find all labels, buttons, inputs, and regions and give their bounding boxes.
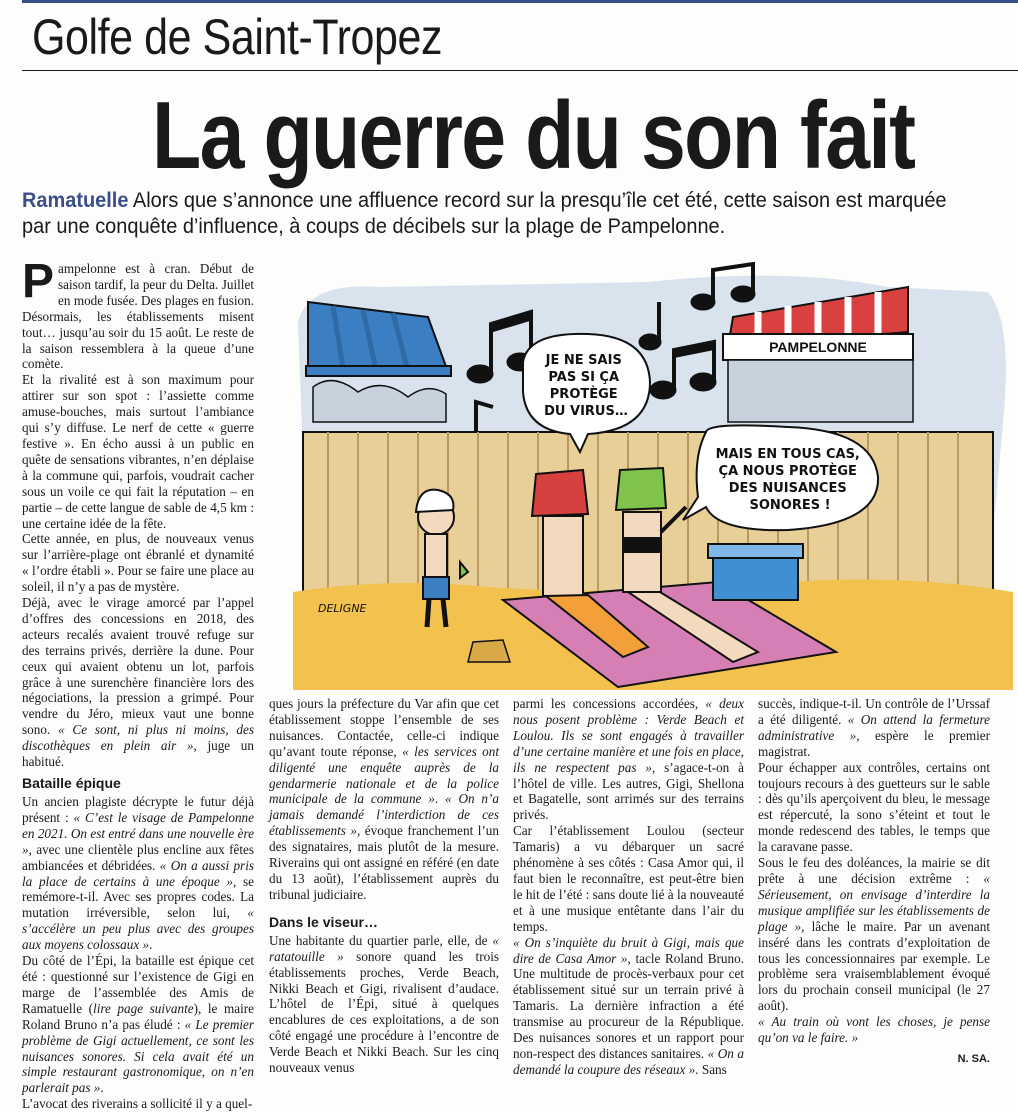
paragraph (22, 794, 254, 953)
quote: « ratatouille » (269, 932, 499, 964)
author-signature: N. SA. (957, 1052, 990, 1065)
quote: « Le premier problème de Gigi actuellement, ce sont les nuisances sonores. Si cela avait été un simple restaurant gastronomique, on n’en parlerait pas » (22, 1016, 254, 1096)
paragraph-text: , s’agace-t-on à l’hôtel de ville. Les autres, Gigi, Shellona et Bagatelle, sont arrimés sur des terrains privés. (513, 759, 744, 823)
quote: « On s’inquiète du bruit à Gigi, mais que dire de Casa Amor » (513, 934, 744, 966)
paragraph-text: Déjà, avec le virage amorcé par l’appel d’offres des concessions en 2018, des acteurs recalés avaient trouvé refuge sur des terrains privés, derrière la dune. Pour ceux qui avaient obtenu un lot, parfois grâce à une surenchère financière lors des négociations, la pression a grimpé. Pour vendre du Jéro, mieux vaut une bonne sono. (22, 595, 254, 738)
quote: « On attend la fermeture administrative » (758, 711, 990, 743)
paragraph: Pour échapper aux contrôles, certains ont toujours recours à des guetteurs sur le sable : dès qu’ils aperçoivent du bleu, le message est répercuté, la sono s’éteint et tout le monde redescend des tables, le temps que la caravane passe. (758, 759, 990, 855)
quote: « On n’a jamais demandé l’interdiction de ces établissements » (269, 791, 499, 839)
paragraph (758, 1014, 990, 1046)
speech-bubble-2 (683, 425, 878, 530)
paragraph-text: , se remémore-t-il. Avec ses propres codes. La mutation irréversible, selon lui, (22, 873, 254, 921)
dropcap: P (22, 255, 55, 308)
paragraph: L’avocat des riverains a sollicité il y a quel- (22, 1096, 253, 1112)
paragraph-text: , espère le premier magistrat. (758, 727, 990, 759)
paragraph (22, 595, 254, 770)
paragraph-text: . (434, 791, 445, 807)
headline: La guerre du son fait (152, 82, 915, 189)
paragraph-text: . (149, 937, 153, 953)
paragraph: Et la rivalité est à son maximum pour attirer sur son spot : l’assiette comme amuse-bouches, mais surtout l’ambiance qui s’y diffuse. Le nerf de cette « guerre festive ». En écho aussi à un public en quête de sensations vibrantes, n’en déplaise à la commune qui, parfois, voudrait cacher sous un voile ce qui fait la réputation – en partie – de cette langue de sable de 4,5 km : une certaine idée de la fête. (22, 372, 254, 531)
paragraph-text: , tacle Roland Bruno. Une multitude de procès-verbaux pour cet établissement situé sur un terrain privé à Tamaris. La dernière infraction a été transmise au procureur de la République. Des nuisances sonores et un rapport pour non-respect des distances sanitaires. (513, 950, 744, 1061)
paragraph (22, 953, 254, 1096)
bubble1-line1: JE NE SAIS (545, 353, 622, 368)
paragraph (513, 935, 744, 1078)
paragraph-text: , juge un habitué. (22, 738, 254, 770)
paragraph-text: Un ancien plagiste décrypte le futur déjà présent : (22, 794, 254, 825)
paragraph-text: ampelonne est à cran. Début de saison tardif, la peur du Delta. Juillet en mode fusée. Des plages en fusion. Désormais, les établissements misent tout… jusqu’au soir du 15 août. Le reste de la saison ressemblera à la queue d’une comète. (22, 261, 254, 372)
paragraph (269, 933, 499, 1076)
paragraph-text: ques jours la préfecture du Var afin que cet établissement stoppe l’ensemble de ses nuisances. Contactée, celle-ci indique qu’avant toute réponse, (269, 696, 499, 759)
paragraph-text: succès, indique-t-il. Un contrôle de l’Urssaf a été diligenté. (758, 696, 990, 727)
quote: « Ce sont, ni plus ni moins, des discothèques en plein air » (22, 722, 254, 754)
paragraph-text: . Sans (695, 1061, 727, 1077)
paragraph-text: sonore quand les trois établissements proches, Verde Beach, Nikki Beach et Gigi, rivalisent d’audace. L’hôtel de l’Épi, situé à quelques encablures de ces exploitations, a de son côté engagé une procédure à l’encontre de Verde Beach et Nikki Beach. Sur les cinq nouveaux venus (269, 948, 500, 1076)
subhead-bataille: Bataille épique (22, 775, 121, 791)
cooler (708, 544, 803, 600)
top-accent-bar (22, 0, 1018, 3)
paragraph: Cette année, en plus, de nouveaux venus sur l’arrière-plage ont ébranlé et dynamité « l’ordre établi ». Pour se faire une place au soleil, il n’y a pas de mystère. (22, 531, 254, 595)
sandcastle (468, 640, 510, 662)
bubble2-line4: SONORES ! (749, 498, 831, 513)
paragraph-text: ), le maire Roland Bruno n’a pas éludé : (22, 1000, 254, 1032)
paragraph (513, 696, 744, 823)
bubble2-line1: MAIS EN TOUS CAS, (715, 447, 860, 462)
bubble2-line3: DES NUISANCES (728, 481, 847, 496)
paragraph-text: Du côté de l’Épi, la bataille est épique cet été : questionné sur l’existence de Gigi en marge de l’assemblée des Amis de Ramatuelle ( (22, 953, 254, 1016)
paragraph (22, 255, 254, 372)
paragraph-text: Sous le feu des doléances, la mairie se dit prête à une décision extrême : (758, 855, 990, 886)
standfirst (22, 188, 963, 240)
paragraph-text: , avec une clientèle plus encline aux fêtes ambiancées et débridées. (22, 841, 254, 873)
paragraph (758, 696, 990, 760)
cartoon-illustration (288, 262, 1018, 694)
paragraph-text: . (100, 1080, 104, 1096)
article-column-3 (513, 696, 744, 1078)
bubble1-line3: PROTÈGE (549, 387, 618, 402)
artist-signature: DELIGNE (318, 602, 367, 615)
quote: « les services ont diligenté une enquête auprès de la gendarmerie nationale et de la police municipale de la commune » (269, 743, 499, 807)
cross-reference: lire page suivante (93, 1000, 194, 1016)
bubble1-line2: PAS SI ÇA (548, 370, 620, 385)
subhead-viseur: Dans le viseur… (269, 913, 378, 930)
paragraph (758, 855, 990, 1014)
paragraph-text: , évoque franchement l’un des signataires, mais plutôt de la mesure. Riverains qui ont assigné en référé (en date du 13 août), l’établissement auprès du tribunal judiciaire. (269, 823, 499, 902)
bubble2-line2: ÇA NOUS PROTÈGE (718, 464, 857, 479)
paragraph-text: Une habitante du quartier parle, elle, de (269, 932, 493, 948)
article-column-1 (22, 255, 254, 1112)
left-awning (306, 302, 451, 422)
standfirst-place: Ramatuelle (22, 189, 129, 212)
standfirst-text: Alors que s’annonce une affluence record sur la presqu’île cet été, cette saison est marquée par une conquête d’influence, à coups de décibels sur la plage de Pampelonne. (22, 189, 947, 238)
article-column-4 (758, 696, 990, 1068)
quote: « Au train où vont les choses, je pense qu’on va le faire. » (758, 1014, 990, 1046)
paragraph-text: , lâche le maire. Par un avenant inséré dans les contrats d’exploitation de tous les concessionnaires par exemple. Le problème sera vraisemblablement évoqué lors du prochain conseil municipal (le 27 août). (758, 918, 990, 1014)
bubble1-line4: DU VIRUS… (544, 404, 628, 419)
quote: « deux nous posent problème : Verde Beach et Loulou. Ils se sont engagés à travailler d’une certaine manière et une fois en place, ils ne respectent pas » (513, 696, 744, 775)
quote: « On a aussi pris la place de certains à une époque » (22, 857, 254, 889)
quote: « C’est le visage de Pampelonne en 2021. On est entré dans une nouvelle ère » (22, 809, 254, 857)
quote: « Sérieusement, on envisage d’interdire la musique amplifiée sur les établissements de plage » (758, 870, 990, 934)
paragraph (269, 696, 499, 903)
paragraph: Car l’établissement Loulou (secteur Tamaris) a vu débarquer un sacré phénomène à ses côtés : Casa Amor qui, il faut bien le reconnaître, est peut-être bien le hit de l’été : sans doute lié à la nouveauté et à une musique entêtante dans l’air du temps. (513, 823, 744, 934)
quote: « s’accélère un peu plus avec des groupes aux moyens colossaux » (22, 905, 254, 953)
beach-sign: PAMPELONNE (769, 339, 867, 355)
quote: « On a demandé la coupure des réseaux » (513, 1045, 744, 1077)
paragraph-text: parmi les concessions accordées, (513, 696, 706, 711)
rubric-rule (22, 70, 1018, 71)
article-column-2 (269, 696, 499, 1076)
section-rubric: Golfe de Saint-Tropez (32, 9, 443, 65)
